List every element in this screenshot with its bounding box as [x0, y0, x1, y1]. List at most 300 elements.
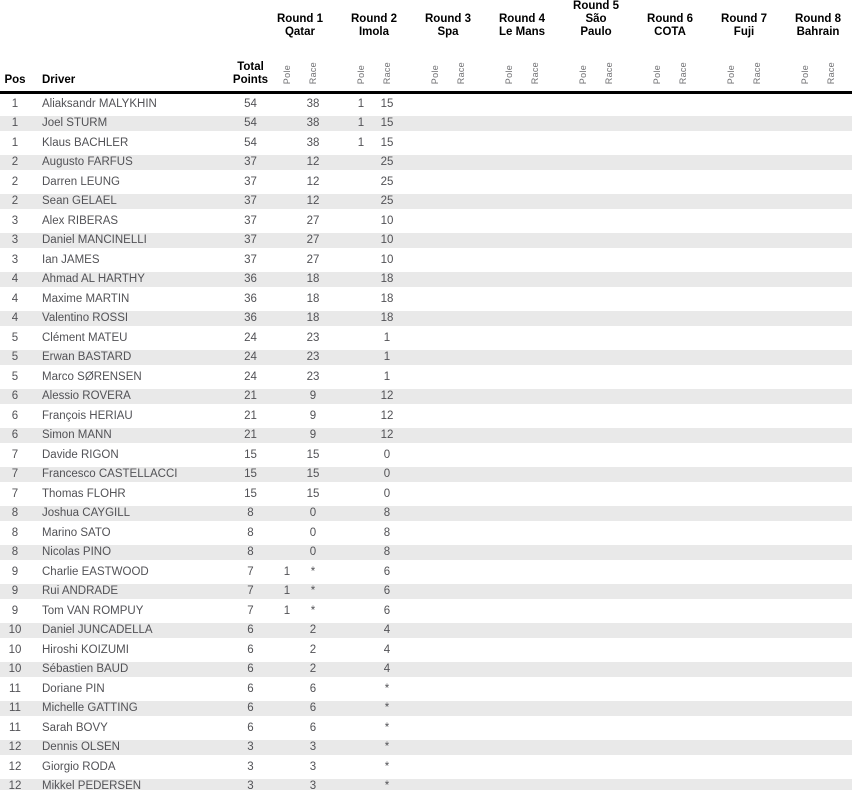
filler-cell — [844, 367, 852, 387]
round-gap-cell — [474, 757, 496, 777]
pole-result-cell — [348, 387, 374, 407]
table-row — [0, 504, 852, 524]
race-column-label: Race — [448, 41, 474, 93]
race-result-cell — [818, 289, 844, 309]
pole-result-cell — [348, 250, 374, 270]
round-gap-cell — [326, 660, 348, 680]
round-gap-cell — [770, 523, 792, 543]
pole-result-cell — [496, 699, 522, 719]
race-result-cell — [818, 757, 844, 777]
race-result-cell: 18 — [300, 309, 326, 329]
filler-cell — [844, 93, 852, 114]
race-result-cell — [670, 621, 696, 641]
total-points-cell: 24 — [227, 348, 274, 368]
pole-result-cell — [792, 504, 818, 524]
round-gap-cell — [400, 582, 422, 602]
race-result-cell: 4 — [374, 660, 400, 680]
race-result-cell — [744, 114, 770, 134]
race-result-cell — [596, 718, 622, 738]
round-gap-cell — [696, 484, 718, 504]
race-result-cell — [744, 192, 770, 212]
race-result-cell — [522, 718, 548, 738]
pole-result-cell — [570, 562, 596, 582]
round-venue: São Paulo — [580, 13, 612, 38]
round-gap-cell — [548, 426, 570, 446]
pole-result-cell — [570, 699, 596, 719]
race-result-cell — [744, 601, 770, 621]
race-result-cell: 3 — [309, 760, 317, 773]
filler-cell — [844, 562, 852, 582]
pole-result-cell — [348, 192, 374, 212]
pole-result-cell — [422, 406, 448, 426]
round-gap-cell — [326, 445, 348, 465]
race-result-cell: 6 — [383, 604, 391, 617]
pole-result-cell — [792, 562, 818, 582]
round-gap-cell — [326, 601, 348, 621]
pole-result-cell — [496, 192, 522, 212]
race-column-label: Race — [374, 41, 400, 93]
round-gap-cell — [622, 777, 644, 790]
pole-result-cell — [570, 172, 596, 192]
round-gap-cell — [548, 211, 570, 231]
round-gap-cell — [548, 328, 570, 348]
race-result-cell — [596, 582, 622, 602]
pole-result-cell — [792, 211, 818, 231]
pole-result-cell: 1 — [357, 136, 365, 149]
pole-result-cell — [570, 582, 596, 602]
round-gap-cell — [696, 309, 718, 329]
round-gap-cell — [770, 367, 792, 387]
pole-result-cell — [644, 406, 670, 426]
filler-cell — [844, 114, 852, 134]
race-result-cell — [818, 465, 844, 485]
pole-result-cell — [792, 445, 818, 465]
pole-result-cell — [496, 367, 522, 387]
race-result-cell — [818, 445, 844, 465]
race-result-cell — [744, 367, 770, 387]
total-points-cell: 6 — [247, 682, 254, 695]
race-result-cell: 6 — [374, 582, 400, 602]
pos-cell: 9 — [11, 565, 19, 578]
pole-result-cell — [274, 172, 300, 192]
pole-result-cell — [422, 660, 448, 680]
round-gap-cell — [326, 172, 348, 192]
race-result-cell — [670, 328, 696, 348]
race-result-cell — [596, 621, 622, 641]
pole-result-cell — [570, 679, 596, 699]
race-result-cell: 15 — [380, 136, 394, 149]
race-result-cell: * — [374, 738, 400, 758]
race-result-cell — [596, 757, 622, 777]
pole-result-cell — [570, 465, 596, 485]
race-result-cell — [596, 543, 622, 563]
total-points-cell: 8 — [247, 526, 254, 539]
pos-cell: 10 — [0, 660, 30, 680]
race-result-cell — [818, 387, 844, 407]
race-result-cell: 12 — [306, 175, 320, 188]
race-result-cell — [448, 387, 474, 407]
total-points-column-header: Total Points — [227, 41, 274, 93]
race-result-cell — [670, 231, 696, 251]
race-result-cell — [670, 738, 696, 758]
filler-cell — [844, 679, 852, 699]
pos-cell: 1 — [11, 97, 19, 110]
round-name: Round 4 — [499, 13, 545, 25]
pole-result-cell — [274, 328, 300, 348]
race-result-cell: 9 — [309, 409, 317, 422]
driver-cell: Simon MANN — [30, 426, 227, 446]
race-result-cell — [448, 367, 474, 387]
race-result-cell — [670, 523, 696, 543]
round-gap-cell — [548, 738, 570, 758]
round-gap-cell — [696, 640, 718, 660]
total-points-cell: 21 — [227, 387, 274, 407]
pole-result-cell — [348, 348, 374, 368]
pole-column-label: Pole — [792, 41, 818, 93]
round-gap-cell — [326, 93, 348, 114]
race-result-cell — [744, 133, 770, 153]
pole-result-cell — [718, 465, 744, 485]
total-points-cell: 7 — [227, 582, 274, 602]
pole-result-cell — [644, 562, 670, 582]
round-gap-cell — [548, 309, 570, 329]
race-result-cell: 23 — [300, 348, 326, 368]
pole-result-cell — [422, 582, 448, 602]
race-result-cell — [670, 504, 696, 524]
race-result-cell — [818, 543, 844, 563]
round-gap-cell — [326, 114, 348, 134]
filler-cell — [844, 699, 852, 719]
pos-cell: 7 — [11, 487, 19, 500]
pole-result-cell — [422, 601, 448, 621]
pole-result-cell — [422, 309, 448, 329]
race-result-cell: 18 — [374, 309, 400, 329]
race-result-cell — [596, 133, 622, 153]
round-gap-cell — [622, 562, 644, 582]
pole-result-cell — [718, 718, 744, 738]
round-gap-cell — [770, 601, 792, 621]
pole-result-cell — [644, 250, 670, 270]
pole-result-cell — [496, 153, 522, 173]
pole-result-cell — [792, 738, 818, 758]
round-gap-cell — [622, 543, 644, 563]
race-result-cell — [670, 679, 696, 699]
round-gap-cell — [326, 562, 348, 582]
pole-result-cell — [644, 660, 670, 680]
filler-cell — [844, 543, 852, 563]
total-points-cell: 6 — [227, 621, 274, 641]
race-result-cell — [670, 270, 696, 290]
table-row — [0, 660, 852, 680]
round-gap-cell — [548, 250, 570, 270]
round-gap-cell — [696, 153, 718, 173]
pole-result-cell — [644, 757, 670, 777]
race-result-cell — [670, 153, 696, 173]
race-result-cell — [818, 93, 844, 114]
driver-cell: Alessio ROVERA — [30, 387, 227, 407]
round-gap-cell — [474, 93, 496, 114]
round-venue: Le Mans — [499, 26, 546, 38]
round-gap-cell — [400, 192, 422, 212]
round-gap-cell — [474, 465, 496, 485]
pole-result-cell — [718, 114, 744, 134]
round-gap-cell — [696, 523, 718, 543]
round-gap-cell — [622, 426, 644, 446]
race-result-cell — [596, 172, 622, 192]
pole-result-cell — [570, 738, 596, 758]
pole-result-cell — [718, 211, 744, 231]
pole-result-cell — [718, 250, 744, 270]
round-gap — [622, 0, 644, 41]
pole-result-cell — [348, 153, 374, 173]
pole-result-cell — [496, 523, 522, 543]
race-result-cell — [670, 348, 696, 368]
pole-result-cell — [348, 543, 374, 563]
driver-cell: Erwan BASTARD — [30, 348, 227, 368]
pole-result-cell — [718, 231, 744, 251]
pole-result-cell — [274, 621, 300, 641]
total-points-cell: 3 — [227, 777, 274, 790]
race-result-cell — [522, 660, 548, 680]
total-points-cell: 54 — [244, 97, 257, 110]
pos-cell: 5 — [11, 331, 19, 344]
race-result-cell — [448, 777, 474, 790]
round-gap-cell — [770, 231, 792, 251]
race-result-cell — [448, 562, 474, 582]
round-gap-cell — [770, 582, 792, 602]
pole-result-cell — [792, 484, 818, 504]
round-gap-cell — [770, 153, 792, 173]
pole-result-cell — [792, 757, 818, 777]
pole-result-cell — [644, 523, 670, 543]
round-gap-cell — [548, 601, 570, 621]
race-result-cell — [596, 679, 622, 699]
round-gap-cell — [696, 660, 718, 680]
round-gap-cell — [548, 777, 570, 790]
table-row — [0, 484, 852, 504]
race-result-cell — [818, 718, 844, 738]
race-result-cell — [448, 679, 474, 699]
round-gap-cell — [622, 387, 644, 407]
race-result-cell — [596, 387, 622, 407]
pole-result-cell — [422, 328, 448, 348]
race-result-cell: 3 — [300, 777, 326, 790]
round-gap-cell — [770, 133, 792, 153]
race-result-cell: 0 — [300, 543, 326, 563]
race-result-cell — [670, 367, 696, 387]
race-result-cell — [670, 562, 696, 582]
race-result-cell: 18 — [306, 292, 320, 305]
pole-result-cell — [792, 679, 818, 699]
round-name: Round 3 — [425, 13, 471, 25]
pole-result-cell — [274, 153, 300, 173]
pole-result-cell — [274, 250, 300, 270]
pos-cell: 12 — [8, 760, 22, 773]
driver-cell: Aliaksandr MALYKHIN — [42, 97, 157, 110]
round-gap-cell — [474, 114, 496, 134]
round-gap-cell — [622, 621, 644, 641]
table-row — [0, 289, 852, 309]
filler-cell — [844, 757, 852, 777]
race-result-cell — [596, 309, 622, 329]
round-gap-cell — [622, 445, 644, 465]
race-result-cell — [522, 133, 548, 153]
column-gap — [696, 41, 718, 93]
total-points-cell: 3 — [227, 738, 274, 758]
round-gap-cell — [326, 504, 348, 524]
round-gap-cell — [474, 192, 496, 212]
race-result-cell — [818, 309, 844, 329]
race-result-cell — [448, 640, 474, 660]
round-gap-cell — [474, 367, 496, 387]
pole-result-cell — [792, 699, 818, 719]
pole-result-cell — [274, 211, 300, 231]
total-points-cell: 37 — [244, 214, 257, 227]
pole-result-cell: 1 — [357, 97, 365, 110]
pole-result-cell — [274, 406, 300, 426]
race-result-cell — [818, 133, 844, 153]
round-gap-cell — [548, 718, 570, 738]
pole-result-cell — [274, 640, 300, 660]
table-row — [0, 777, 852, 790]
round-gap-cell — [548, 367, 570, 387]
round-gap-cell — [622, 309, 644, 329]
driver-cell: Alex RIBERAS — [42, 214, 119, 227]
pole-result-cell — [644, 211, 670, 231]
round-gap-cell — [474, 211, 496, 231]
pole-result-cell — [718, 601, 744, 621]
race-result-cell — [670, 93, 696, 114]
pole-result-cell — [570, 640, 596, 660]
race-result-cell: 4 — [374, 621, 400, 641]
round-gap-cell — [696, 270, 718, 290]
round-gap-cell — [400, 660, 422, 680]
round-header-saopaulo — [570, 0, 622, 41]
round-gap-cell — [548, 465, 570, 485]
filler-cell — [844, 484, 852, 504]
round-gap-cell — [696, 93, 718, 114]
round-gap-cell — [474, 621, 496, 641]
pole-result-cell — [718, 192, 744, 212]
total-points-cell: 6 — [247, 643, 254, 656]
round-header-row — [0, 0, 852, 41]
pole-result-cell — [422, 679, 448, 699]
round-gap-cell — [400, 718, 422, 738]
pole-result-cell — [718, 406, 744, 426]
race-result-cell: 38 — [306, 136, 320, 149]
total-points-cell: 36 — [227, 270, 274, 290]
filler-cell — [844, 289, 852, 309]
round-gap-cell — [696, 445, 718, 465]
round-gap-cell — [326, 406, 348, 426]
round-name: Round 2 — [351, 13, 397, 25]
race-result-cell — [596, 328, 622, 348]
pole-result-cell — [718, 699, 744, 719]
pole-column-label: Pole — [348, 41, 374, 93]
pole-result-cell — [274, 445, 300, 465]
round-gap-cell — [770, 211, 792, 231]
column-gap — [474, 41, 496, 93]
race-result-cell — [744, 172, 770, 192]
race-result-cell — [596, 114, 622, 134]
round-gap-cell — [326, 348, 348, 368]
driver-cell: Marco SØRENSEN — [42, 370, 142, 383]
pole-column-label: Pole — [274, 41, 300, 93]
round-gap-cell — [696, 211, 718, 231]
pole-result-cell — [644, 718, 670, 738]
race-result-cell — [670, 133, 696, 153]
round-gap-cell — [770, 777, 792, 790]
race-result-cell — [522, 328, 548, 348]
round-gap-cell — [474, 640, 496, 660]
pole-result-cell — [792, 426, 818, 446]
pole-result-cell — [274, 465, 300, 485]
table-row — [0, 640, 852, 660]
pole-result-cell — [792, 270, 818, 290]
round-gap-cell — [326, 211, 348, 231]
pole-result-cell — [644, 172, 670, 192]
race-result-cell — [670, 699, 696, 719]
race-result-cell — [522, 367, 548, 387]
pole-result-cell — [348, 367, 374, 387]
pole-result-cell — [718, 309, 744, 329]
pole-result-cell — [644, 543, 670, 563]
pole-result-cell — [718, 289, 744, 309]
pos-cell: 2 — [0, 192, 30, 212]
table-row — [0, 367, 852, 387]
total-points-cell: 3 — [247, 760, 254, 773]
round-gap-cell — [770, 348, 792, 368]
round-gap-cell — [474, 387, 496, 407]
round-header-fuji — [718, 0, 770, 41]
race-result-cell: 38 — [300, 114, 326, 134]
pole-result-cell — [496, 114, 522, 134]
race-result-cell — [818, 211, 844, 231]
round-gap — [770, 0, 792, 41]
race-result-cell: 15 — [300, 465, 326, 485]
round-gap-cell — [622, 133, 644, 153]
race-result-cell — [448, 309, 474, 329]
standings-body — [0, 93, 852, 790]
race-result-cell — [522, 250, 548, 270]
round-gap-cell — [326, 523, 348, 543]
driver-cell: Ian JAMES — [42, 253, 100, 266]
round-gap-cell — [474, 699, 496, 719]
pole-result-cell — [348, 757, 374, 777]
pole-result-cell — [422, 718, 448, 738]
driver-cell: Joel STURM — [30, 114, 227, 134]
pole-result-cell — [348, 172, 374, 192]
round-gap-cell — [548, 640, 570, 660]
race-result-cell — [522, 211, 548, 231]
race-result-cell — [670, 211, 696, 231]
round-gap-cell — [326, 777, 348, 790]
pole-result-cell — [792, 660, 818, 680]
pole-result-cell — [570, 309, 596, 329]
round-gap-cell — [622, 172, 644, 192]
pole-result-cell — [644, 93, 670, 114]
race-result-cell — [670, 777, 696, 790]
race-result-cell — [448, 289, 474, 309]
race-result-cell — [448, 93, 474, 114]
round-gap-cell — [326, 738, 348, 758]
pole-result-cell — [718, 133, 744, 153]
pole-result-cell — [792, 367, 818, 387]
race-result-cell — [596, 445, 622, 465]
race-result-cell — [670, 309, 696, 329]
filler-cell — [844, 309, 852, 329]
pole-result-cell — [422, 231, 448, 251]
